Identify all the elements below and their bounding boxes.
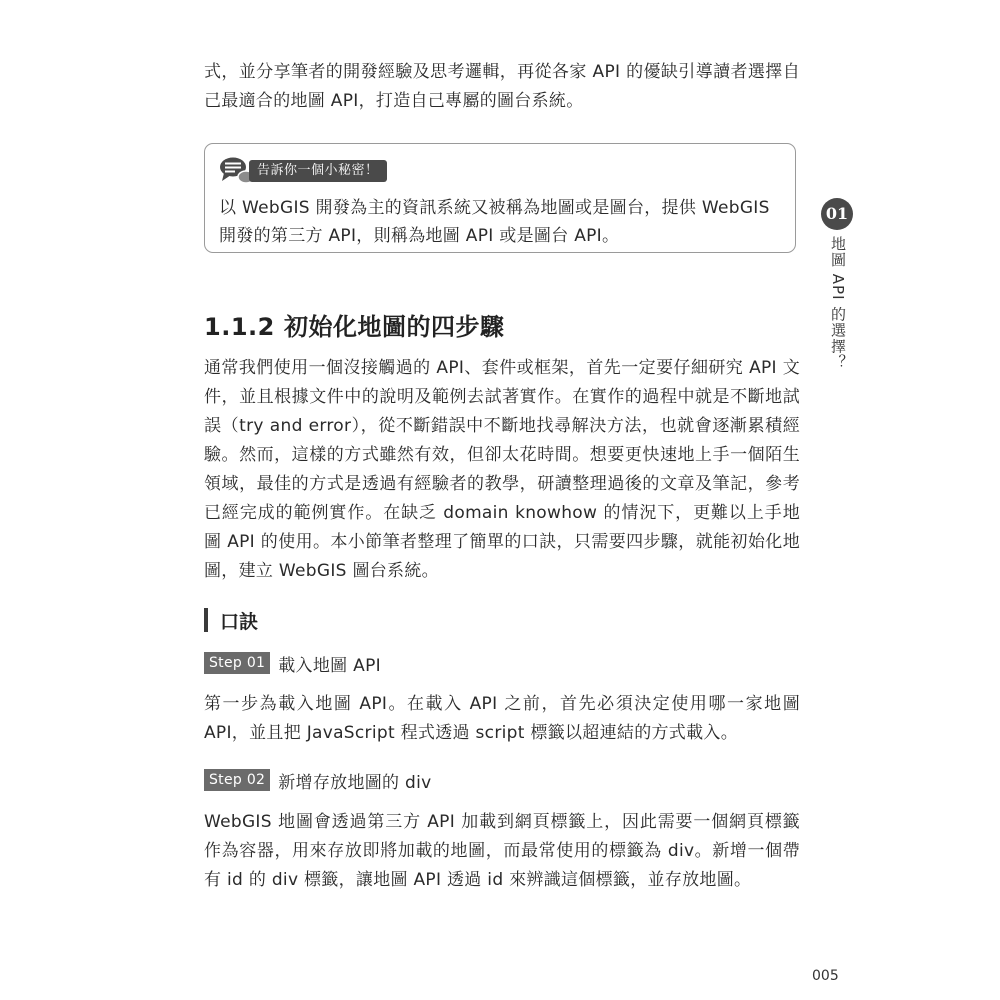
step-title: 載入地圖 API (278, 655, 381, 676)
subheading-title: 口訣 (220, 610, 259, 633)
step-heading (204, 768, 432, 792)
section-number: 1.1.2 (204, 313, 275, 341)
subheading-bar (204, 608, 208, 632)
step-title: 新增存放地圖的 div (278, 772, 432, 793)
section-title: 初始化地圖的四步驟 (284, 313, 505, 341)
step-paragraph: WebGIS 地圖會透過第三方 API 加載到網頁標籤上，因此需要一個網頁標籤作為容器，用來存放即將加載的地圖，而最常使用的標籤為 div。新增一個帶有 id 的 div 標籤，讓地圖 API 透過 id 來辨識這個標籤，並存放地圖。 (204, 812, 800, 890)
section-heading (204, 307, 505, 342)
body-paragraph: 通常我們使用一個沒接觸過的 API、套件或框架，首先一定要仔細研究 API 文件，並且根據文件中的說明及範例去試著實作。在實作的過程中就是不斷地試誤（try and error），從不斷錯誤中不斷地找尋解決方法，也就會逐漸累積經驗。然而，這樣的方式雖然有效，但卻太花時間。想要更快速地上手一個陌生領域，最佳的方式是透過有經驗者的教學，研讀整理過後的文章及筆記，參考已經完成的範例實作。在缺乏 domain knowhow 的情況下，更難以上手地圖 API 的使用。本小節筆者整理了簡單的口訣，只需要四步驟，就能初始化地圖，建立 WebGIS 圖台系統。 (204, 358, 800, 581)
step-tag: Step 01 (204, 652, 270, 674)
step-tag: Step 02 (204, 769, 270, 791)
chapter-number-badge: 01 (821, 198, 853, 230)
tip-label: 告訴你一個小秘密！ (249, 160, 387, 182)
tip-text: 以 WebGIS 開發為主的資訊系統又被稱為地圖或是圖台，提供 WebGIS 開發的第三方 API，則稱為地圖 API 或是圖台 API。 (219, 198, 770, 246)
tip-box (204, 143, 796, 253)
page-number: 005 (812, 968, 839, 984)
chapter-title: 地圖 API 的選擇？ (829, 236, 847, 371)
subheading (204, 606, 258, 634)
intro-paragraph: 式，並分享筆者的開發經驗及思考邏輯，再從各家 API 的優缺引導讀者選擇自己最適合的地圖 API，打造自己專屬的圖台系統。 (204, 62, 800, 111)
step-heading (204, 651, 381, 675)
step-paragraph: 第一步為載入地圖 API。在載入 API 之前，首先必須決定使用哪一家地圖 API，並且把 JavaScript 程式透過 script 標籤以超連結的方式載入。 (204, 694, 800, 743)
